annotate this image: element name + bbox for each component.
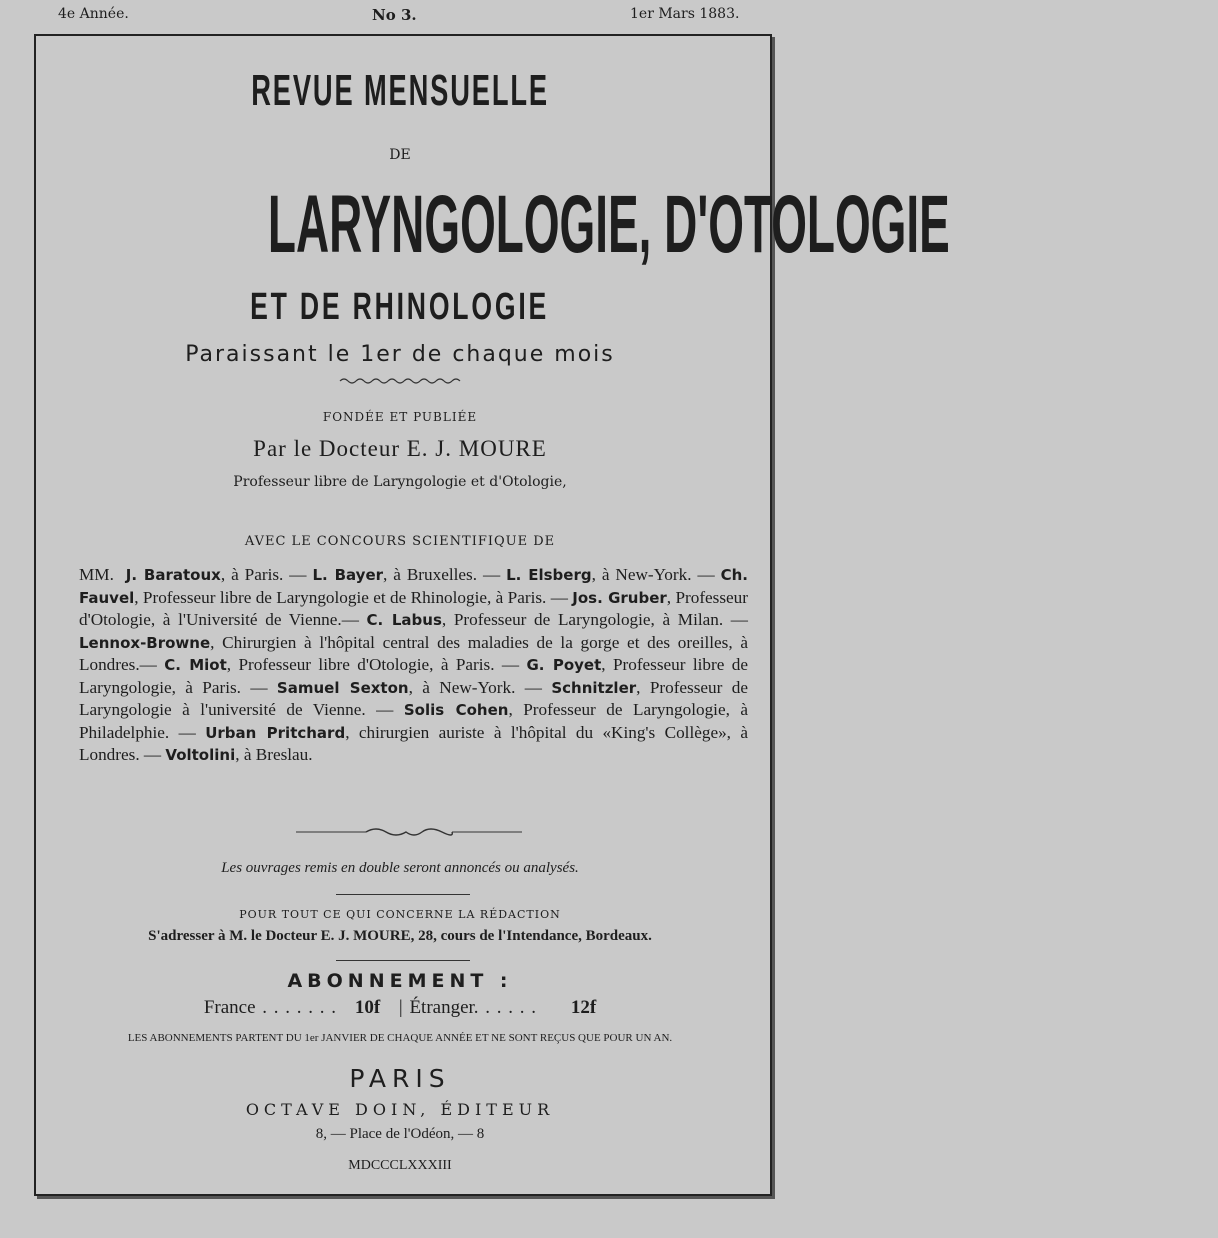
volume-year: 4e Année. (58, 6, 129, 22)
contributor-name: G. Poyet (526, 656, 602, 674)
contributor-desc: , à New-York. — (591, 565, 721, 584)
redaction-address: S'adresser à M. le Docteur E. J. MOURE, 28, cours de l'Intendance, Bordeaux. (148, 928, 652, 944)
ornament-divider-top (340, 376, 465, 386)
review-notice: Les ouvrages remis en double seront annoncés ou analysés. (221, 860, 579, 876)
publication-year: MDCCCLXXXIII (348, 1158, 452, 1173)
founded-label: FONDÉE ET PUBLIÉE (322, 410, 478, 424)
subscription-heading: ABONNEMENT : (287, 970, 513, 992)
contributors-prefix: MM. (79, 565, 114, 584)
title-line-1: REVUE MENSUELLE (251, 66, 549, 115)
contributor-desc: , à Paris. — (220, 565, 313, 584)
title-line-3: ET DE RHINOLOGIE (250, 286, 550, 328)
contributor-name: Jos. Gruber (572, 588, 667, 607)
issue-number: No 3. (372, 6, 417, 24)
issue-date: 1er Mars 1883. (630, 6, 740, 22)
rule-1 (336, 894, 470, 895)
contributor-name: Ch. Fauvel (79, 566, 748, 607)
contributor-desc: , Professeur libre de Laryngologie, à Paris. — (79, 655, 748, 697)
france-price: 10f (354, 997, 381, 1018)
contributor-name: Solis Cohen (403, 701, 509, 719)
contributor-name: Urban Pritchard (205, 723, 346, 742)
ornament-divider-middle (296, 826, 522, 838)
contributor-name: L. Bayer (312, 566, 384, 584)
contributor-desc: , Professeur de Laryngologie, à Philadelphie. — (79, 700, 749, 742)
founder-name: Par le Docteur E. J. MOURE (253, 436, 547, 461)
publisher-name: OCTAVE DOIN, ÉDITEUR (245, 1100, 555, 1119)
contributor-desc: , à Bruxelles. — (383, 565, 507, 584)
redaction-label: POUR TOUT CE QUI CONCERNE LA RÉDACTION (239, 908, 561, 921)
contributors-heading: AVEC LE CONCOURS SCIENTIFIQUE DE (244, 534, 556, 549)
contributor-name: Voltolini (165, 746, 236, 764)
contributor-name: L. Elsberg (506, 566, 592, 584)
contributor-desc: , Professeur de Laryngologie à l'université de Vienne. — (79, 677, 748, 719)
subscription-terms: LES ABONNEMENTS PARTENT DU 1er JANVIER DE CHAQUE ANNÉE ET NE SONT REÇUS QUE POUR UN AN. (127, 1032, 673, 1044)
abroad-price: 12f (570, 997, 597, 1018)
contributor-desc: , chirurgien auriste à l'hôpital du «King's Collège», à Londres. — (79, 722, 749, 764)
contributor-name: J. Baratoux (125, 566, 221, 584)
contributor-name: Schnitzler (551, 678, 637, 697)
contributor-desc: , Professeur libre de Laryngologie et de Rhinologie, à Paris. — (134, 587, 573, 607)
title-line-1-wrap (0, 66, 800, 116)
contributor-desc: , Professeur libre d'Otologie, à Paris. — (226, 655, 527, 674)
contributor-desc: , Professeur d'Otologie, à l'Université de Vienne.— (79, 587, 748, 629)
contributor-desc: , à New-York. — (408, 677, 552, 697)
contributor-name: Lennox-Browne (79, 633, 211, 652)
subscription-prices (0, 997, 800, 1019)
title-line-2-wrap (0, 178, 950, 272)
title-line-3-wrap (0, 286, 800, 329)
contributors-list (79, 564, 748, 767)
rule-2 (336, 960, 470, 961)
page-header (0, 6, 800, 28)
periodicity: Paraissant le 1er de chaque mois (185, 342, 615, 367)
contributor-desc: , à Breslau. (235, 745, 313, 764)
publisher-address: 8, — Place de l'Odéon, — 8 (315, 1126, 485, 1142)
contributor-name: C. Miot (164, 656, 227, 674)
founder-role: Professeur libre de Laryngologie et d'Otologie, (233, 474, 567, 490)
abroad-label: | Étranger. . . . . . (398, 997, 537, 1018)
publisher-city: PARIS (349, 1064, 451, 1093)
title-de: DE (389, 147, 411, 163)
contributor-name: C. Labus (366, 611, 442, 629)
contributor-desc: , Chirurgien à l'hôpital central des maladies de la gorge et des oreilles, à Londres.— (79, 632, 748, 674)
title-line-2: LARYNGOLOGIE, D'OTOLOGIE (267, 179, 950, 270)
contributor-desc: , Professeur de Laryngologie, à Milan. — (441, 610, 748, 629)
contributor-name: Samuel Sexton (276, 678, 409, 697)
france-label: France . . . . . . . (203, 997, 337, 1018)
